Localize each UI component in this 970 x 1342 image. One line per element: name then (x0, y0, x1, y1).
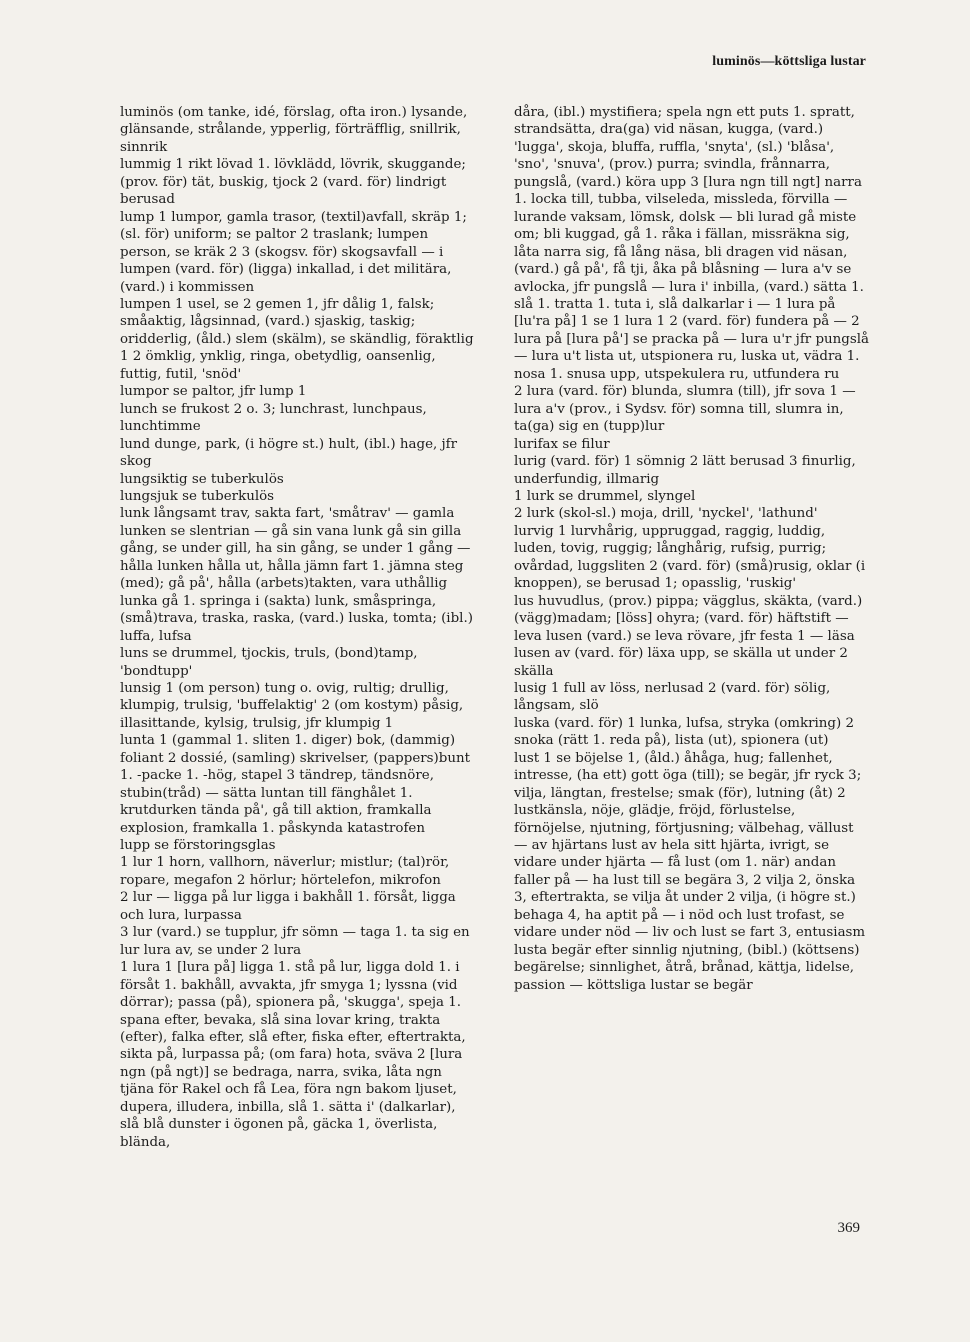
entry-lunta: lunta 1 (gammal 1. sliten 1. diger) bok, (dammig) foliant 2 dossié, (samling) skrivelser, (pappers)bunt 1. -packe 1. -hög, stapel 3 tändrep, tändsnöre, stubin(tråd) — sätta luntan till fänghålet 1. krutdurken tända på', gå till aktion, framkalla explosion, framkalla 1. påskynda katastrofen (120, 733, 470, 836)
entry-2-lur: 2 lur — ligga på lur ligga i bakhåll 1. försåt, ligga och lura, lurpassa (120, 890, 456, 923)
entry-lungsiktig: lungsiktig se tuberkulös (120, 471, 284, 487)
entry-lust: lust 1 se böjelse 1, (åld.) åhåga, hug; fallenhet, intresse, (ha ett) gott öga (till); se begär, jfr ryck 3; vilja, längtan, frestelse; smak (för), lutning (åt) 2 lustkänsla, nöje, glädje, fröjd, förlustelse, förnöjelse, njutning, förtjusning; välbehag, vällust — av hjärtans lust av hela sitt hjärta, ivrigt, se vidare under hjärta — få lust (om 1. när) andan faller på — ha lust till se begära 3, 2 vilja 2, önska 3, eftertrakta, se vilja åt under 2 vilja, (i högre st.) behaga 4, ha aptit på — i nöd och lust trofast, se vidare under nöd — liv och lust se fart 3, entusiasm (514, 750, 866, 941)
right-column (514, 104, 870, 994)
entry-lunsig: lunsig 1 (om person) tung o. ovig, rultig; drullig, klumpig, trulsig, 'buffelaktig' 2 (om kostym) påsig, illasittande, kylsig, trulsig, jfr klumpig 1 (120, 680, 464, 731)
entry-lump: lump 1 lumpor, gamla trasor, (textil)avfall, skräp 1; (sl. för) uniform; se paltor 2 traslank; lumpen person, se kräk 2 3 (skogsv. för) skogsavfall — i lumpen (vard. för) (ligga) inkallad, i det militära, (vard.) i kommissen (120, 209, 467, 295)
entry-lusig: lusig 1 full av löss, nerlusad 2 (vard. för) sölig, långsam, slö (514, 680, 831, 714)
entry-luminos: luminös (om tanke, idé, förslag, ofta iron.) lysande, glänsande, strålande, ypperlig, förträfflig, snillrik, sinnrik (120, 105, 468, 155)
entry-2-lurk: 2 lurk (skol-sl.) moja, drill, 'nyckel', 'lathund' (514, 506, 818, 522)
entry-lungsjuk: lungsjuk se tuberkulös (120, 488, 275, 504)
entry-lunch: lunch se frukost 2 o. 3; lunchrast, lunchpaus, lunchtimme (120, 401, 427, 435)
entry-lund: lund dunge, park, (i högre st.) hult, (ibl.) hage, jfr skog (120, 436, 458, 470)
entry-1-lura-cont: dåra, (ibl.) mystifiera; spela ngn ett puts 1. spratt, strandsätta, dra(ga) vid näsan, kugga, (vard.) 'lugga', skoja, bluffa, ruffla, 'snyta', (sl.) 'blåsa', 'sno', 'snuva', (prov.) purra; svindla, frånnarra, pungslå, (vard.) köra upp 3 [lura ngn till ngt] narra 1. locka till, tubba, vilseleda, missleda, förvilla — lurande vaksam, lömsk, dolsk — bli lurad gå miste om; bli kuggad, gå 1. råka i fällan, missräkna sig, låta narra sig, få lång näsa, bli dragen vid näsan, (vard.) gå på', få tji, åka på blåsning — lura a'v se avlocka, jfr pungslå — lura i' inbilla, (vard.) sätta 1. slå 1. tratta 1. tuta i, slå dalkarlar i — 1 lura på [lu'ra på] 1 se 1 lura 1 2 (vard. för) fundera på — 2 lura på [lura på'] se pracka på — lura u'r jfr pungslå — lura u't lista ut, utspionera ru, luska ut, vädra 1. nosa 1. snusa upp, utspekulera ru, utfundera ru (514, 105, 869, 382)
entry-3-lur: 3 lur (vard.) se tupplur, jfr sömn — taga 1. ta sig en lur lura av, se under 2 lura (120, 925, 470, 958)
entry-lumpor: lumpor se paltor, jfr lump 1 (120, 384, 307, 400)
entry-lus: lus huvudlus, (prov.) pippa; vägglus, skäkta, (vard.) (vägg)madam; [löss] ohyra; (vard. för) häftstift — leva lusen (vard.) se leva rövare, jfr festa 1 — läsa lusen av (vard. för) läxa upp, se skälla ut under 2 skälla (514, 593, 863, 679)
entry-lurifax: lurifax se filur (514, 436, 610, 452)
page-number: 369 (837, 1220, 860, 1236)
left-column (120, 104, 478, 1151)
entry-luska: luska (vard. för) 1 lunka, lufsa, stryka (omkring) 2 snoka (rätt 1. reda på), lista (ut), spionera (ut) (514, 715, 854, 749)
entry-2-lura: 2 lura (vard. för) blunda, slumra (till), jfr sova 1 — lura a'v (prov., i Sydsv. för) somna till, slumra in, ta(ga) sig en (tupp)lur (514, 384, 856, 435)
entry-lunka: lunka gå 1. springa i (sakta) lunk, småspringa, (små)trava, traska, raska, (vard.) luska, tomta; (ibl.) luffa, lufsa (120, 593, 473, 644)
entry-lummig: lummig 1 rikt lövad 1. lövklädd, lövrik, skuggande; (prov. för) tät, buskig, tjock 2 (vard. för) lindrigt berusad (120, 157, 466, 208)
running-head: luminös—köttsliga lustar (712, 54, 866, 69)
entry-1-lur: 1 lur 1 horn, vallhorn, näverlur; mistlur; (tal)rör, ropare, megafon 2 hörlur; hörtelefon, mikrofon (120, 855, 450, 888)
entry-lumpen: lumpen 1 usel, se 2 gemen 1, jfr dålig 1, falsk; småaktig, lågsinnad, (vard.) sjaskig, taskig; oridderlig, (åld.) slem (skälm), se skändlig, föraktlig 1 2 ömklig, ynklig, ringa, obetydlig, oansenlig, futtig, futil, 'snöd' (120, 296, 474, 382)
entry-lurig: lurig (vard. för) 1 sömnig 2 lätt berusad 3 finurlig, underfundig, illmarig (514, 454, 856, 487)
entry-1-lurk: 1 lurk se drummel, slyngel (514, 488, 696, 504)
entry-lunk: lunk långsamt trav, sakta fart, 'småtrav' — gamla lunken se slentrian — gå sin vana lunk gå sin gilla gång, se under gill, ha sin gång, se under 1 gång — hålla lunken hålla ut, hålla jämn fart 1. jämna steg (med); gå på', hålla (arbets)takten, vara uthållig (120, 506, 471, 592)
entry-lurvig: lurvig 1 lurvhårig, uppruggad, raggig, luddig, luden, tovig, ruggig; långhårig, rufsig, purrig; ovårdad, luggsliten 2 (vard. för) (små)rusig, oklar (i knoppen), se berusad 1; opasslig, 'ruskig' (514, 523, 866, 592)
entry-1-lura: 1 lura 1 [lura på] ligga 1. stå på lur, ligga dold 1. i försåt 1. bakhåll, avvakta, jfr smyga 1; lyssna (vid dörrar); passa (på), spionera på, 'skugga', speja 1. spana efter, bevaka, slå sina lovar kring, trakta (efter), falka efter, slå efter, fiska efter, eftertrakta, sikta på, lurpassa på; (om fara) hota, sväva 2 [lura ngn (på ngt)] se bedraga, narra, svika, låta ngn tjäna för Rakel och få Lea, föra ngn bakom ljuset, dupera, illudera, inbilla, slå 1. sätta i' (dalkarlar), slå blå dunster i ögonen på, gäcka 1, överlista, blända, (120, 960, 466, 1150)
entry-luns: luns se drummel, tjockis, truls, (bond)tamp, 'bondtupp' (120, 646, 418, 679)
entry-lupp: lupp se förstoringsglas (120, 838, 276, 854)
entry-lusta: lusta begär efter sinnlig njutning, (bibl.) (köttsens) begärelse; sinnlighet, åtrå, brånad, kättja, lidelse, passion — köttsliga lustar se begär (514, 942, 860, 993)
